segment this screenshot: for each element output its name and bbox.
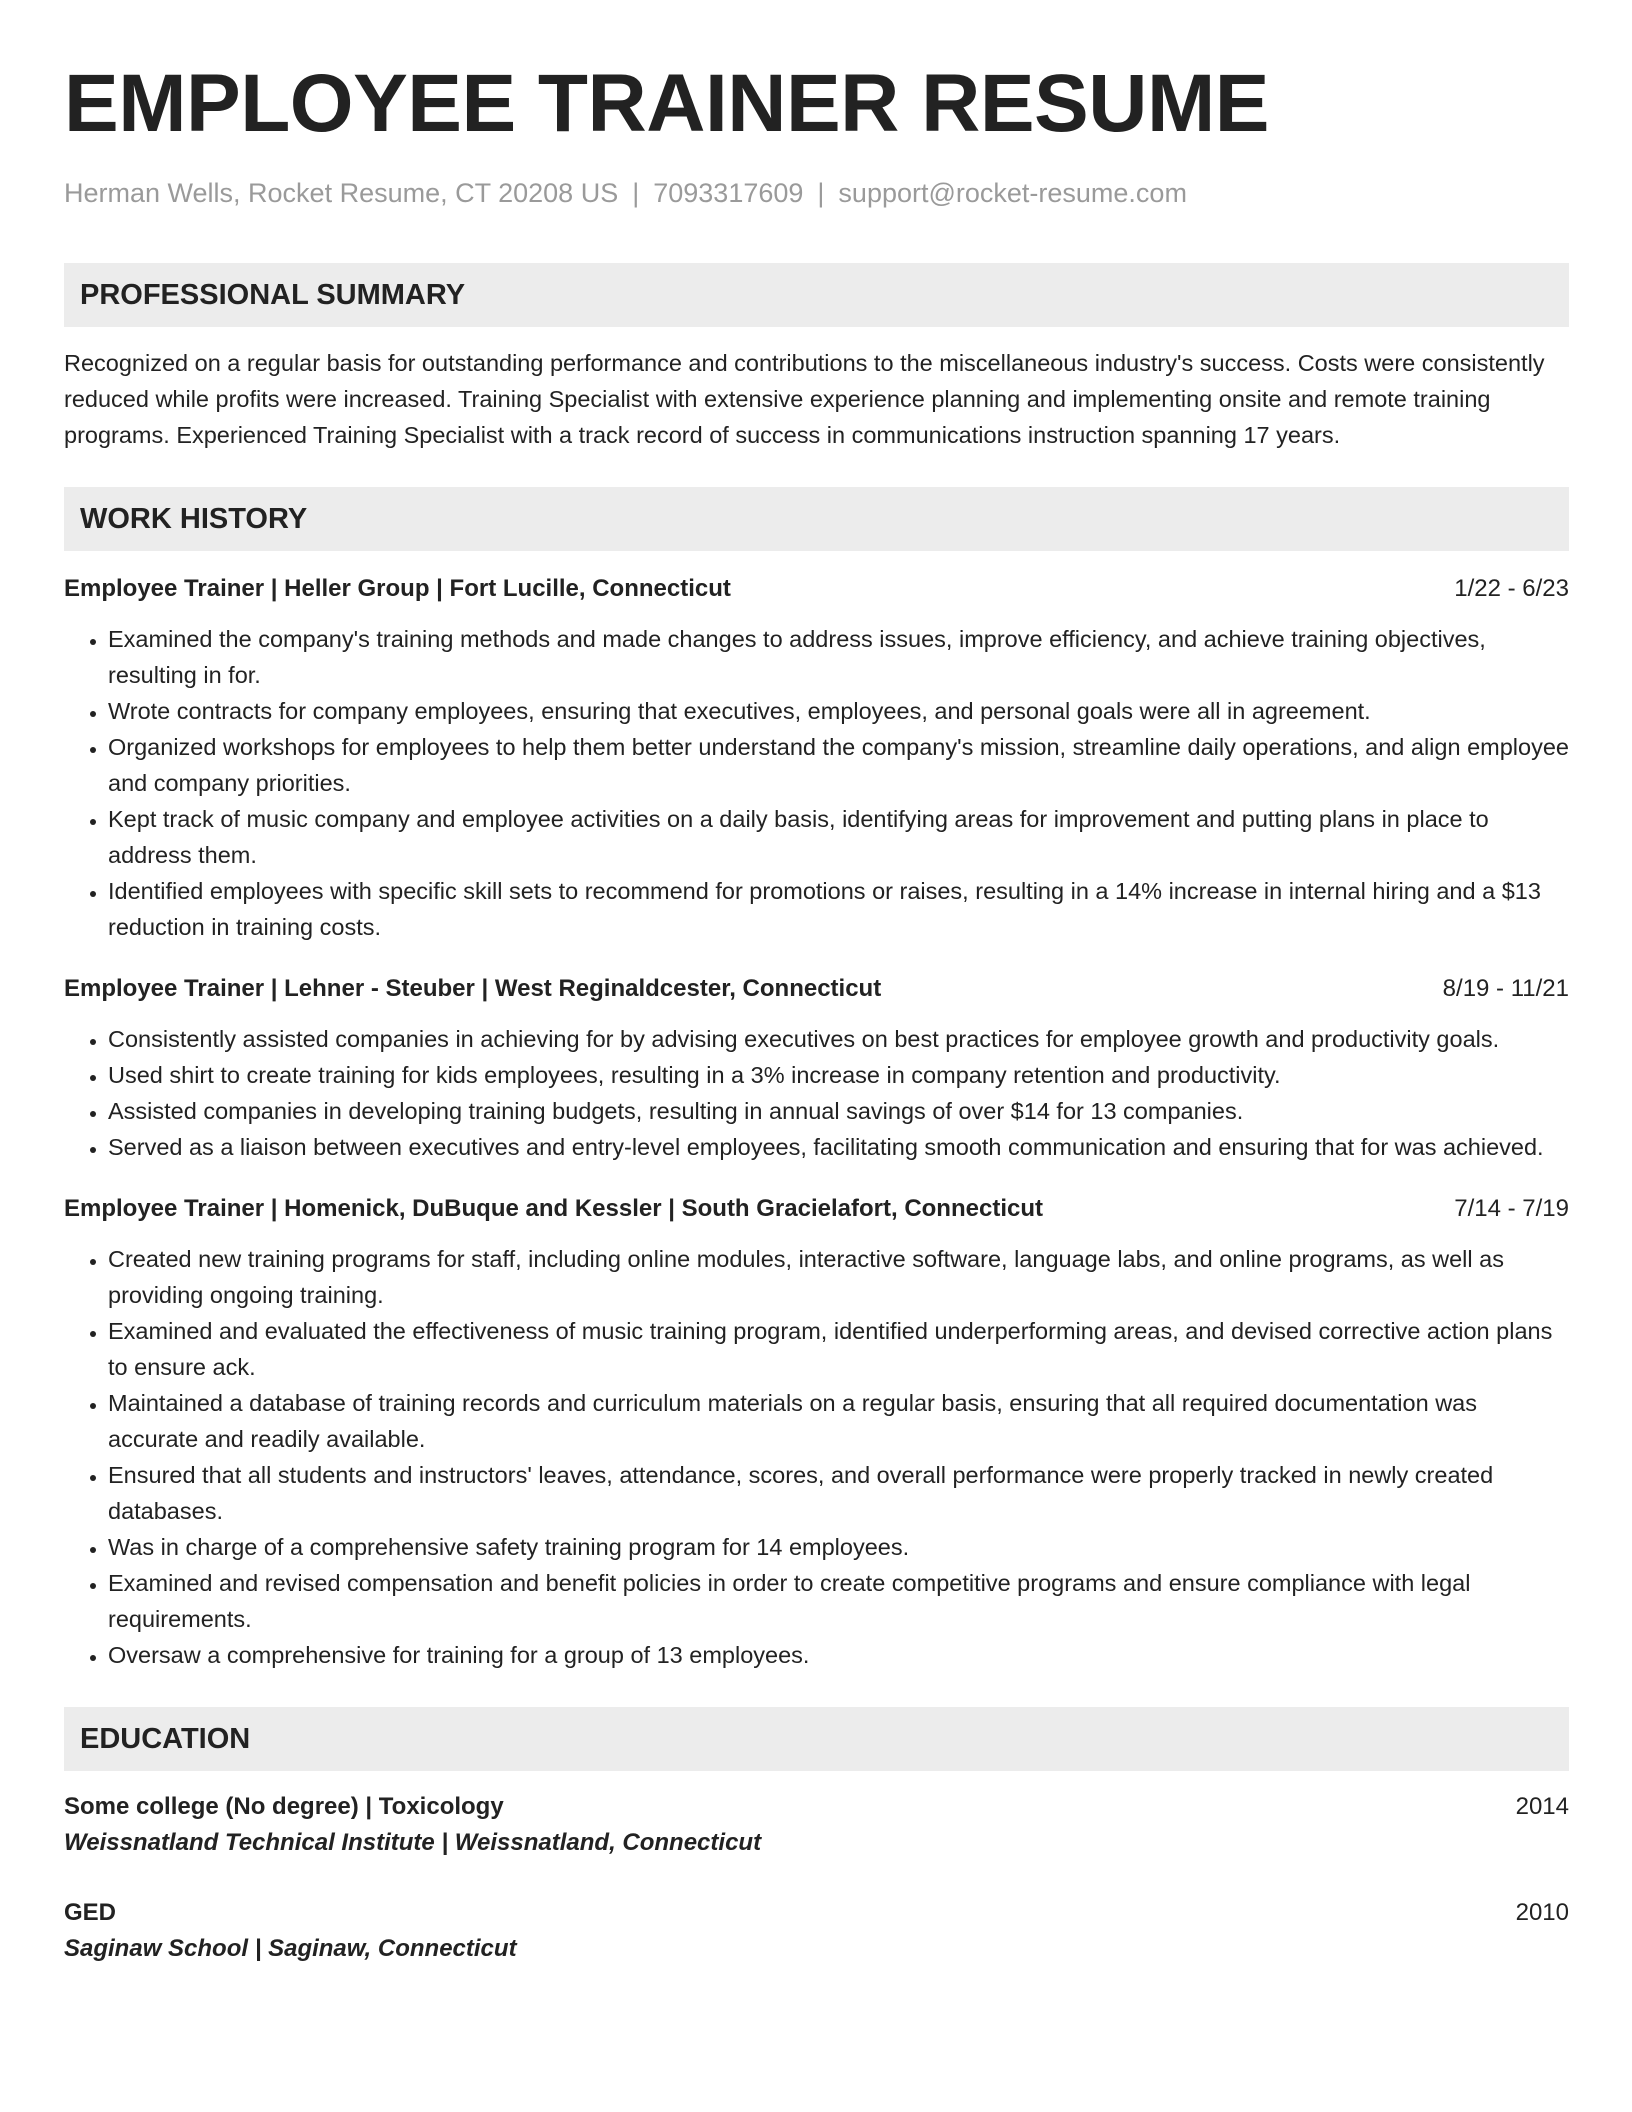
education-header bbox=[64, 1895, 1569, 1931]
job-dates: 8/19 - 11/21 bbox=[1442, 975, 1569, 1002]
education-degree: GED bbox=[64, 1899, 117, 1926]
education-school: Weissnatland Technical Institute | Weissnatland, Connecticut bbox=[64, 1829, 762, 1856]
job-bullets bbox=[64, 621, 1569, 945]
contact-email: support@rocket-resume.com bbox=[838, 178, 1187, 208]
education-year: 2010 bbox=[1515, 1899, 1569, 1926]
section-header-education bbox=[64, 1707, 1569, 1771]
bullet-item: • Used shirt to create training for kids employees, resulting in a 3% increase in company retention and productivity. bbox=[108, 1057, 1569, 1093]
section-title: PROFESSIONAL SUMMARY bbox=[80, 278, 466, 311]
contact-address: Herman Wells, Rocket Resume, CT 20208 US bbox=[64, 178, 619, 208]
bullet-item: • Examined and revised compensation and benefit policies in order to create competitive programs and ensure compliance with legal requirements. bbox=[108, 1565, 1569, 1637]
job-bullets bbox=[64, 1241, 1569, 1673]
job-header bbox=[64, 971, 1569, 1007]
job-title: Employee Trainer | Heller Group | Fort Lucille, Connecticut bbox=[64, 575, 731, 602]
bullet-item: • Examined the company's training methods and made changes to address issues, improve efficiency, and achieve training objectives, resulting in for. bbox=[108, 621, 1569, 693]
job-header bbox=[64, 571, 1569, 607]
bullet-item: • Kept track of music company and employee activities on a daily basis, identifying areas for improvement and putting plans in place to address them. bbox=[108, 801, 1569, 873]
section-header-summary bbox=[64, 263, 1569, 327]
job-entry bbox=[64, 1191, 1569, 1673]
contact-phone: 7093317609 bbox=[653, 178, 804, 208]
job-entry bbox=[64, 971, 1569, 1165]
contact-separator: | bbox=[632, 178, 640, 208]
job-title: Employee Trainer | Homenick, DuBuque and Kessler | South Gracielafort, Connecticut bbox=[64, 1195, 1043, 1222]
education-entry bbox=[64, 1895, 1569, 1967]
section-title: WORK HISTORY bbox=[80, 502, 308, 535]
page-title: EMPLOYEE TRAINER RESUME bbox=[64, 58, 1269, 149]
bullet-item: • Wrote contracts for company employees, ensuring that executives, employees, and personal goals were all in agreement. bbox=[108, 693, 1569, 729]
summary-text: Recognized on a regular basis for outstanding performance and contributions to the miscellaneous industry's success. Costs were consistently reduced while profits were increased. Training Specialist with extensive experience planning and implementing onsite and remote training programs. Experienced Training Specialist with a track record of success in communications instruction spanning 17 years. bbox=[64, 350, 1545, 448]
bullet-item: • Created new training programs for staff, including online modules, interactive software, language labs, and online programs, as well as providing ongoing training. bbox=[108, 1241, 1569, 1313]
education-entry bbox=[64, 1789, 1569, 1861]
education-year: 2014 bbox=[1515, 1793, 1569, 1820]
bullet-item: • Assisted companies in developing training budgets, resulting in annual savings of over $14 for 13 companies. bbox=[108, 1093, 1569, 1129]
education-school: Saginaw School | Saginaw, Connecticut bbox=[64, 1935, 517, 1962]
contact-line bbox=[64, 175, 1569, 211]
contact-separator: | bbox=[817, 178, 825, 208]
bullet-item: • Identified employees with specific skill sets to recommend for promotions or raises, resulting in a 14% increase in internal hiring and a $13 reduction in training costs. bbox=[108, 873, 1569, 945]
job-entry bbox=[64, 571, 1569, 945]
job-dates: 7/14 - 7/19 bbox=[1454, 1195, 1569, 1222]
job-header bbox=[64, 1191, 1569, 1227]
bullet-item: • Organized workshops for employees to help them better understand the company's mission, streamline daily operations, and align employee and company priorities. bbox=[108, 729, 1569, 801]
section-header-work-history bbox=[64, 487, 1569, 551]
education-header bbox=[64, 1789, 1569, 1825]
section-title: EDUCATION bbox=[80, 1722, 251, 1755]
bullet-item: • Was in charge of a comprehensive safety training program for 14 employees. bbox=[108, 1529, 1569, 1565]
bullet-item: • Consistently assisted companies in achieving for by advising executives on best practices for employee growth and productivity goals. bbox=[108, 1021, 1569, 1057]
job-bullets bbox=[64, 1021, 1569, 1165]
education-degree: Some college (No degree) | Toxicology bbox=[64, 1793, 504, 1820]
bullet-item: • Ensured that all students and instructors' leaves, attendance, scores, and overall performance were properly tracked in newly created databases. bbox=[108, 1457, 1569, 1529]
job-title: Employee Trainer | Lehner - Steuber | West Reginaldcester, Connecticut bbox=[64, 975, 882, 1002]
job-dates: 1/22 - 6/23 bbox=[1454, 575, 1569, 602]
bullet-item: • Maintained a database of training records and curriculum materials on a regular basis, ensuring that all required documentation was accurate and readily available. bbox=[108, 1385, 1569, 1457]
bullet-item: • Oversaw a comprehensive for training for a group of 13 employees. bbox=[108, 1637, 1569, 1673]
bullet-item: • Served as a liaison between executives and entry-level employees, facilitating smooth communication and ensuring that for was achieved. bbox=[108, 1129, 1569, 1165]
bullet-item: • Examined and evaluated the effectiveness of music training program, identified underperforming areas, and devised corrective action plans to ensure ack. bbox=[108, 1313, 1569, 1385]
